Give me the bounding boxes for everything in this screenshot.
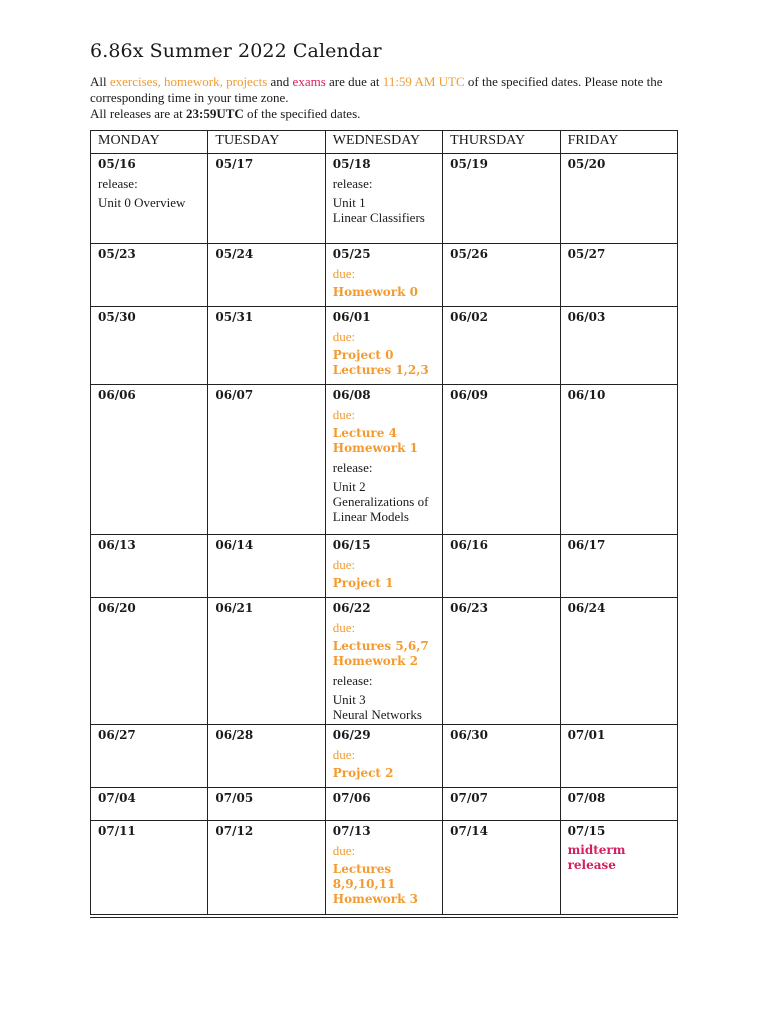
due-label: due: — [332, 557, 356, 572]
header-row — [91, 131, 678, 154]
day-date: 06/09 — [450, 388, 488, 402]
day-cell — [560, 244, 677, 307]
day-date: 07/01 — [567, 728, 606, 742]
due-item: Homework 3 — [332, 892, 418, 906]
release-label: release: — [98, 176, 138, 191]
day-date: 05/31 — [215, 310, 254, 324]
day-date: 07/11 — [98, 824, 136, 838]
day-cell — [208, 154, 325, 244]
page-title: 6.86x Summer 2022 Calendar — [90, 40, 382, 62]
day-cell — [208, 821, 325, 915]
day-date: 05/27 — [567, 247, 606, 261]
day-date: 07/08 — [567, 791, 606, 805]
due-item: Project 2 — [332, 766, 394, 780]
day-cell — [208, 598, 325, 725]
release-item: Generalizations of — [332, 494, 429, 509]
day-cell — [91, 725, 208, 788]
column-header-tuesday: TUESDAY — [208, 131, 325, 154]
day-cell — [325, 725, 442, 788]
day-date: 06/13 — [98, 538, 136, 552]
day-cell — [208, 535, 325, 598]
day-date: 05/24 — [215, 247, 254, 261]
day-cell — [560, 154, 677, 244]
day-cell — [325, 598, 442, 725]
day-date: 06/14 — [215, 538, 254, 552]
intro-exams-highlight: exams — [292, 74, 326, 89]
intro-due-time: 11:59 AM UTC — [382, 74, 465, 89]
day-cell — [208, 385, 325, 535]
day-cell — [560, 307, 677, 385]
column-header-wednesday: WEDNESDAY — [325, 131, 442, 154]
due-item: Homework 2 — [332, 654, 418, 668]
day-cell — [443, 725, 560, 788]
exam-item: midterm release — [567, 843, 626, 872]
day-cell — [91, 244, 208, 307]
day-date: 05/17 — [215, 157, 254, 171]
day-date: 06/24 — [567, 601, 606, 615]
week-row — [91, 821, 678, 915]
release-item: Unit 2 — [332, 479, 366, 494]
intro-text: of the specified dates. — [243, 106, 361, 121]
column-header-thursday: THURSDAY — [443, 131, 560, 154]
release-item: Unit 0 Overview — [98, 195, 186, 210]
day-date: 06/28 — [215, 728, 254, 742]
day-date: 06/17 — [567, 538, 606, 552]
day-cell — [560, 821, 677, 915]
due-item: 8,9,10,11 — [332, 877, 396, 891]
day-cell — [443, 385, 560, 535]
due-item: Lecture 4 — [332, 426, 397, 440]
day-date: 06/30 — [450, 728, 488, 742]
release-label: release: — [332, 176, 373, 191]
day-date: 07/07 — [450, 791, 488, 805]
intro-text: of the specified dates. Please note the corresponding time in your time zone. — [90, 74, 663, 105]
week-row — [91, 598, 678, 725]
day-date: 06/08 — [332, 388, 371, 402]
day-cell — [208, 725, 325, 788]
day-date: 07/05 — [215, 791, 254, 805]
day-date: 07/14 — [450, 824, 488, 838]
day-cell — [443, 154, 560, 244]
day-cell — [443, 821, 560, 915]
week-row — [91, 535, 678, 598]
week-row — [91, 244, 678, 307]
day-cell — [325, 788, 442, 821]
intro-text: All releases are at — [90, 106, 187, 121]
week-row — [91, 788, 678, 821]
day-cell — [443, 307, 560, 385]
column-header-friday: FRIDAY — [560, 131, 677, 154]
day-cell — [91, 307, 208, 385]
day-date: 06/03 — [567, 310, 606, 324]
release-item: Linear Models — [332, 509, 409, 524]
due-label: due: — [332, 266, 356, 281]
intro-assignments-highlight: exercises, homework, projects — [109, 74, 268, 89]
day-date: 06/15 — [332, 538, 371, 552]
day-cell — [443, 244, 560, 307]
release-item: Neural Networks — [332, 707, 422, 722]
week-row — [91, 307, 678, 385]
day-cell — [91, 154, 208, 244]
due-item: Lectures — [332, 862, 392, 876]
day-cell — [91, 598, 208, 725]
day-date: 06/01 — [332, 310, 371, 324]
day-cell — [560, 535, 677, 598]
day-date: 07/06 — [332, 791, 371, 805]
day-cell — [325, 535, 442, 598]
calendar-page — [90, 40, 680, 918]
day-cell — [325, 307, 442, 385]
day-cell — [560, 788, 677, 821]
column-header-monday: MONDAY — [91, 131, 208, 154]
day-date: 06/22 — [332, 601, 371, 615]
week-row — [91, 385, 678, 535]
day-cell — [443, 535, 560, 598]
day-cell — [560, 598, 677, 725]
day-cell — [208, 244, 325, 307]
day-cell — [91, 788, 208, 821]
due-label: due: — [332, 407, 356, 422]
release-label: release: — [332, 673, 373, 688]
day-date: 06/06 — [98, 388, 136, 402]
due-item: Lectures 5,6,7 — [332, 639, 429, 653]
release-item: Unit 1 — [332, 195, 366, 210]
calendar-body — [91, 154, 678, 915]
day-date: 06/02 — [450, 310, 488, 324]
intro-due-note — [90, 74, 680, 106]
day-cell — [325, 385, 442, 535]
due-label: due: — [332, 329, 356, 344]
day-date: 06/20 — [98, 601, 136, 615]
release-label: release: — [332, 460, 373, 475]
day-date: 06/07 — [215, 388, 254, 402]
day-cell — [325, 244, 442, 307]
day-cell — [560, 385, 677, 535]
due-label: due: — [332, 620, 356, 635]
day-date: 07/12 — [215, 824, 254, 838]
intro-release-note — [90, 106, 680, 122]
due-item: Project 0 — [332, 348, 394, 362]
intro-text: and — [267, 74, 293, 89]
day-date: 05/20 — [567, 157, 606, 171]
day-cell — [443, 598, 560, 725]
day-date: 05/23 — [98, 247, 136, 261]
release-item: Linear Classifiers — [332, 210, 425, 225]
day-cell — [208, 307, 325, 385]
day-date: 06/21 — [215, 601, 254, 615]
intro-text: are due at — [325, 74, 383, 89]
day-date: 06/23 — [450, 601, 488, 615]
due-item: Project 1 — [332, 576, 394, 590]
day-cell — [560, 725, 677, 788]
day-date: 07/15 — [567, 824, 606, 838]
day-cell — [208, 788, 325, 821]
day-date: 05/18 — [332, 157, 371, 171]
day-date: 05/25 — [332, 247, 371, 261]
due-item: Lectures 1,2,3 — [332, 363, 429, 377]
day-date: 06/10 — [567, 388, 606, 402]
due-item: Homework 0 — [332, 285, 418, 299]
week-row — [91, 725, 678, 788]
day-date: 06/29 — [332, 728, 371, 742]
day-date: 05/26 — [450, 247, 488, 261]
day-cell — [91, 385, 208, 535]
day-date: 05/19 — [450, 157, 488, 171]
day-cell — [91, 821, 208, 915]
week-row — [91, 154, 678, 244]
day-date: 05/30 — [98, 310, 136, 324]
intro-text: All — [90, 74, 110, 89]
day-date: 06/16 — [450, 538, 488, 552]
intro-release-time: 23:59UTC — [186, 106, 244, 121]
due-label: due: — [332, 843, 356, 858]
due-item: Homework 1 — [332, 441, 418, 455]
day-date: 07/04 — [98, 791, 136, 805]
day-date: 05/16 — [98, 157, 136, 171]
release-item: Unit 3 — [332, 692, 366, 707]
day-cell — [91, 535, 208, 598]
day-date: 07/13 — [332, 824, 371, 838]
day-cell — [443, 788, 560, 821]
calendar-table — [90, 130, 678, 915]
day-cell — [325, 821, 442, 915]
table-end-rule — [90, 917, 678, 918]
day-cell — [325, 154, 442, 244]
day-date: 06/27 — [98, 728, 136, 742]
due-label: due: — [332, 747, 356, 762]
